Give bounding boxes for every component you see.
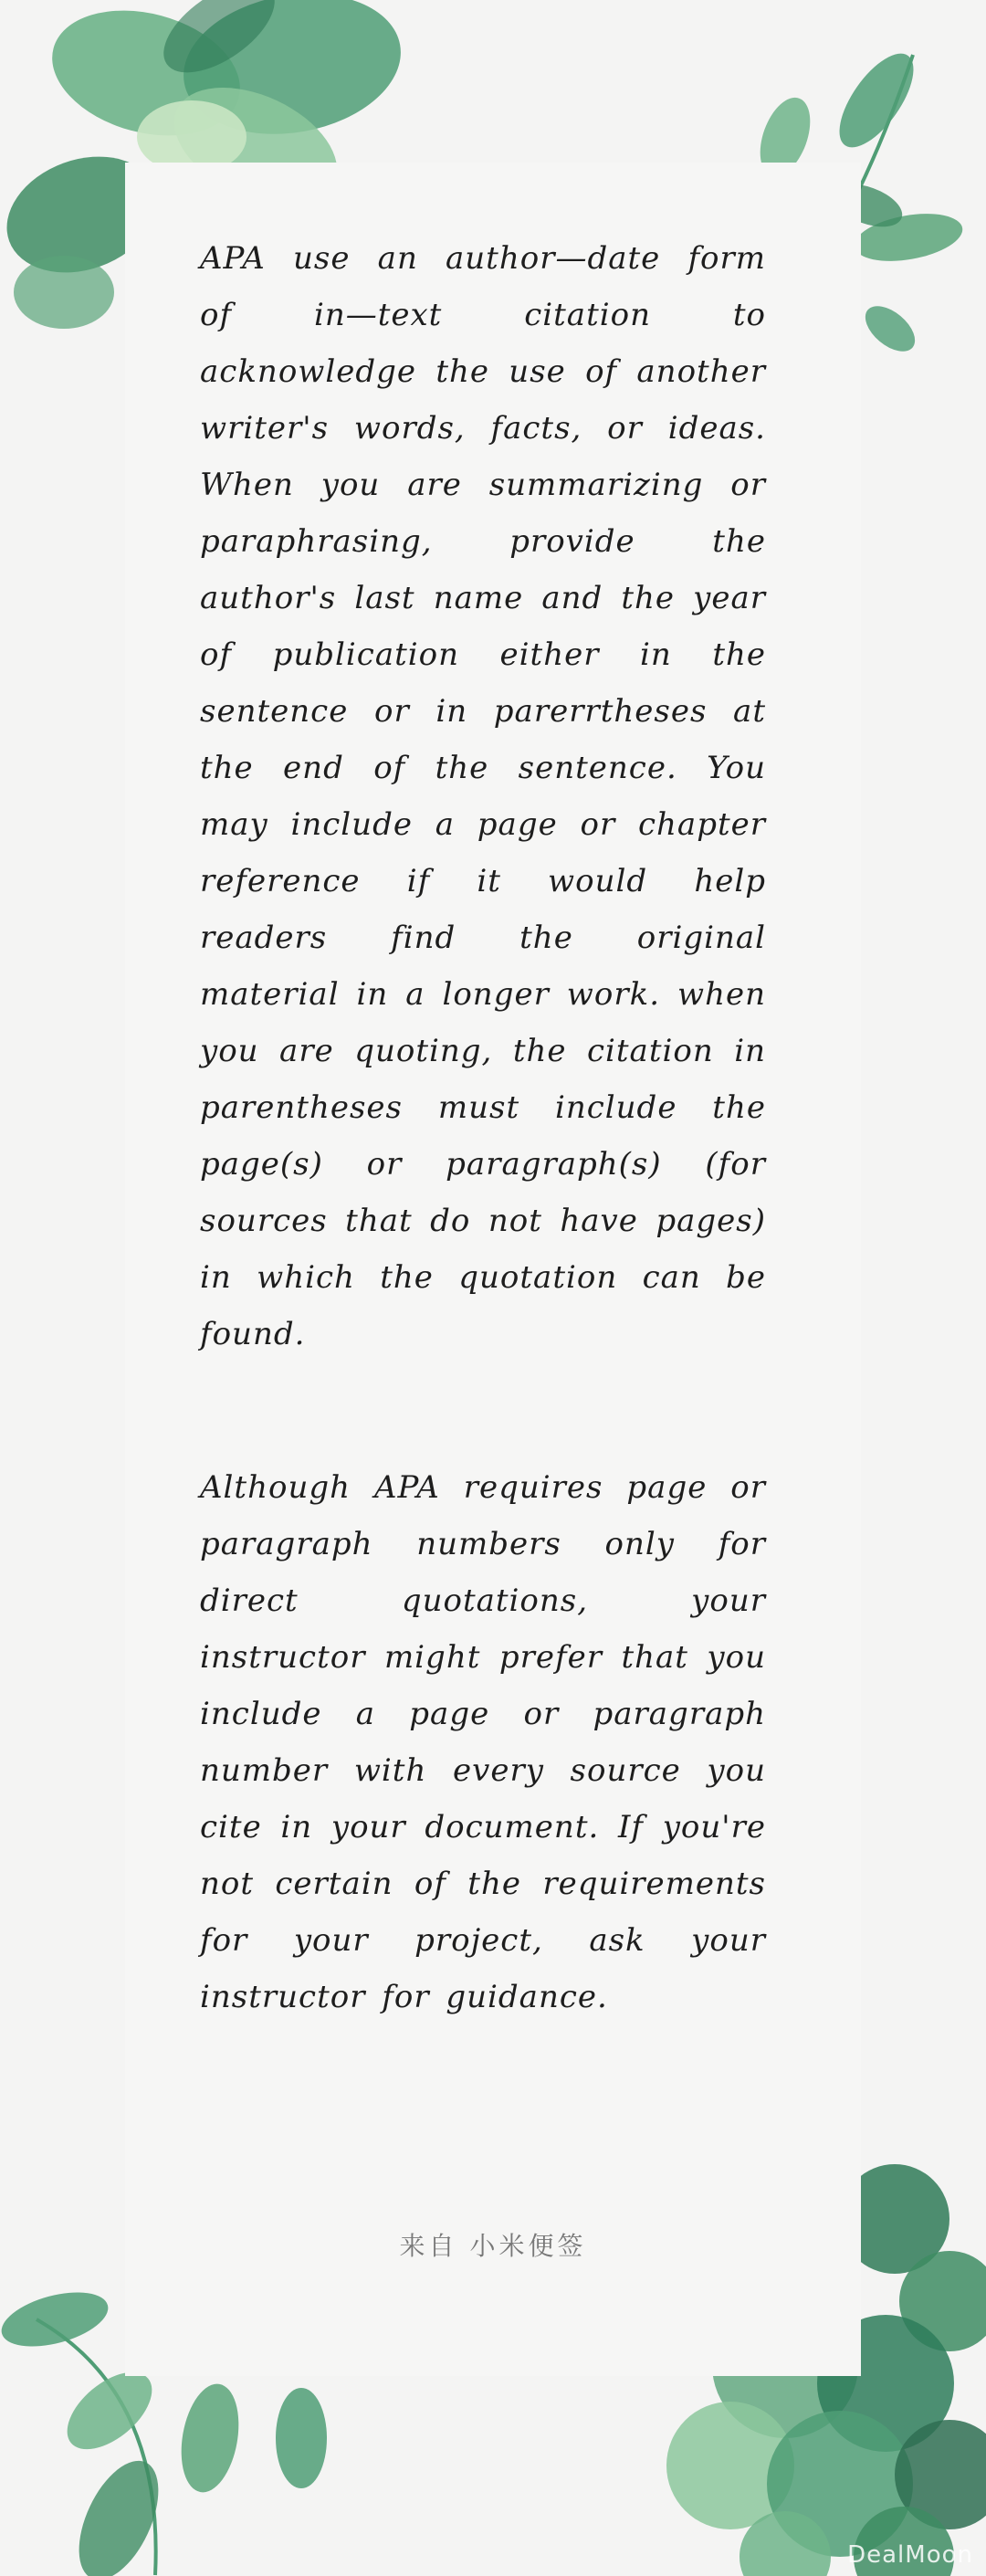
note-source-footer: 来自 小米便签 xyxy=(399,2231,587,2261)
note-paragraph-2: Although APA requires page or paragraph numbers only for direct quotations, your instructor might prefer that you include a page or paragraph number with every source you cite in your document. If you're not certain of the requirements for your project, ask your instructor for guidance. xyxy=(200,1469,766,2015)
note-paragraph-1: APA use an author—date form of in—text citation to acknowledge the use of another writer's words, facts, or ideas. When you are summarizing or paraphrasing, provide the author's last name and the year of publication either in the sentence or in parerrtheses at the end of the sentence. You may include a page or chapter reference if it would help readers find the original material in a longer work. when you are quoting, the citation in parentheses must include the page(s) or paragraph(s) (for sources that do not have pages) in which the quotation can be found. xyxy=(200,240,766,1352)
note-card xyxy=(125,163,861,2376)
watermark: DealMoon xyxy=(847,2541,973,2569)
